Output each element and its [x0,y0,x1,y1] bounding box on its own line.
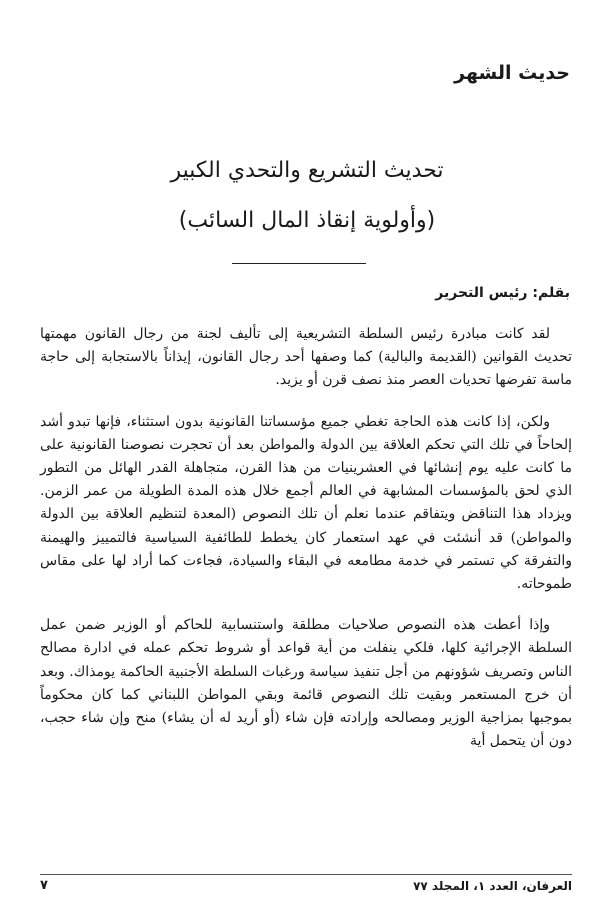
article-title [60,146,554,246]
section-label: حديث الشهر [454,62,570,84]
paragraph: وإذا أعطت هذه النصوص صلاحيات مطلقة واستنسابية للحاكم أو الوزير ضمن عمل السلطة الإجرائية كلها، فلكي ينفلت من أية قواعد أو شروط تحكم عمله في ادارة مصالح الناس وتصريف شؤونهم من أجل تنفيذ سياسة ورغبات السلطة الأجنبية الحاكمة يومذاك. وبعد أن خرج المستعمر وبقيت تلك النصوص قائمة وبقي المواطن اللبناني كما كان محكوماً بموجبها بمزاجية الوزير ومصالحه وإرادته فإن شاء (أو أريد له أن يشاء) منح وإن شاء حجب، دون أن يتحمل أية [40,617,573,750]
page-number: ٧ [40,878,48,893]
article-body [40,323,572,771]
page-footer [40,874,572,895]
journal-issue: العرفان، العدد ١، المجلد ٧٧ [413,879,572,893]
byline: بقلم: رئيس التحرير [435,285,570,301]
paragraph: لقد كانت مبادرة رئيس السلطة التشريعية إلى تأليف لجنة من رجال القانون مهمتها تحديث القوانين (القديمة والبالية) كما وصفها أحد رجال القانون، إيذاناً بالاستجابة إلى حاجة ماسة تفرضها تحديات العصر منذ نصف قرن أو يزيد. [40,326,572,389]
paragraph: ولكن، إذا كانت هذه الحاجة تغطي جميع مؤسساتنا القانونية بدون استثناء، فإنها تبدو أشد إلحاحاً في تلك التي تحكم العلاقة بين الدولة والمواطن بعد أن تحجرت نصوصنا القانونية على ما كانت عليه يوم إنشائها في العشرينيات من هذا القرن، متجاهلة القدر الهائل من التطور الذي لحق بالمؤسسات المشابهة في العالم أجمع خلال هذه المدة الطويلة من عمر الزمن. ويزداد هذا التناقض ويتفاقم عندما نعلم أن تلك النصوص (المعدة لتنظيم العلاقة بين الدولة والمواطن) قد أنشئت في عهد استعمار كان يخطط للطائفية السياسية فالتمييز والهيمنة والتفرقة كي تستمر في خدمة مطامعه في البقاء والسيادة، فجاءت كما أراد لها على مقاس طموحاته. [40,413,572,593]
title-divider [232,263,366,264]
title-line-1: تحديث التشريع والتحدي الكبير [170,158,444,183]
title-line-2: (وأولوية إنقاذ المال السائب) [178,208,436,233]
